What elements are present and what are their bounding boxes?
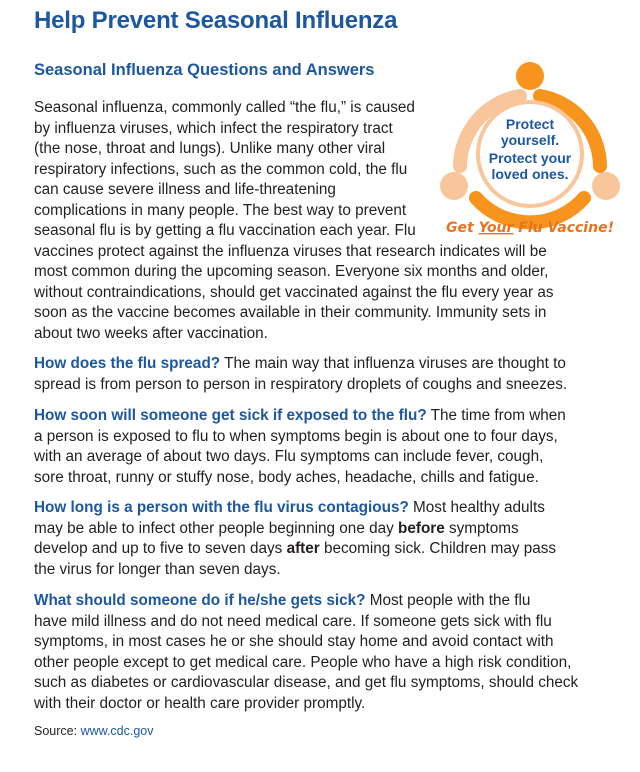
logo-tagline: Get Your Flu Vaccine! xyxy=(446,220,614,236)
logo-text-line4: loved ones. xyxy=(491,166,569,182)
logo-text-line1: Protect xyxy=(505,116,555,132)
qa4-question: What should someone do if he/she gets sick? xyxy=(34,592,366,609)
flu-vaccine-logo xyxy=(430,56,630,246)
qa1-line-2: spread is from person to person in respiratory droplets of coughs and sneezes. xyxy=(34,375,568,393)
logo-head-right xyxy=(592,172,620,200)
qa1-question: How does the flu spread? xyxy=(34,355,221,372)
qa4-line-5: such as diabetes or cardiovascular disease, and get flu symptoms, should check xyxy=(34,674,579,691)
logo-text-line3: Protect your xyxy=(488,150,572,166)
qa4-line-1: What should someone do if he/she gets sick? Most people with the flu xyxy=(34,592,531,609)
qa2-line-1: How soon will someone get sick if exposed to the flu? The time from when xyxy=(34,407,566,424)
intro-line-3: (the nose, throat and lungs). Unlike many other viral xyxy=(34,140,386,157)
intro-line-9: most common during the upcoming season. Everyone six months and older, xyxy=(34,263,549,280)
intro-line-8: vaccines protect against the influenza viruses that research indicates will be xyxy=(34,242,547,260)
intro-line-4: respiratory infections, such as the common cold, the flu xyxy=(34,160,408,178)
qa2-question: How soon will someone get sick if exposed to the flu? xyxy=(34,407,427,424)
logo-head-top xyxy=(516,62,544,90)
qa3-line-1: How long is a person with the flu virus contagious? Most healthy adults xyxy=(34,499,545,516)
page-title: Help Prevent Seasonal Influenza xyxy=(34,7,398,34)
qa4-line-6: with their doctor or health care provider promptly. xyxy=(34,694,366,712)
intro-line-11: soon as the vaccine becomes available in their community. Immunity sets in xyxy=(34,304,547,321)
intro-line-5: can cause severe illness and life-threatening xyxy=(34,181,336,198)
intro-line-1: Seasonal influenza, commonly called “the flu,” is caused xyxy=(34,99,415,116)
qa1-line-1: How does the flu spread? The main way that influenza viruses are thought to xyxy=(34,355,566,372)
qa3-line-2: may be able to infect other people beginning one day before symptoms xyxy=(34,519,519,537)
source-line: Source: www.cdc.gov xyxy=(34,724,154,738)
qa3-line-3: develop and up to five to seven days after becoming sick. Children may pass xyxy=(34,540,557,557)
qa2-line-2: a person is exposed to flu to when symptoms begin is about one to four days, xyxy=(34,427,558,445)
intro-line-2: by influenza viruses, which infect the respiratory tract xyxy=(34,119,393,137)
intro-line-6: complications in many people. The best way to prevent xyxy=(34,201,407,219)
qa2-line-4: sore throat, runny or stuffy nose, body aches, headache, chills and fatigue. xyxy=(34,468,539,486)
logo-head-left xyxy=(440,172,468,200)
qa4-line-3: symptoms, in most cases he or she should stay home and avoid contact with xyxy=(34,633,554,650)
qa4-line-2: have mild illness and do not need medical care. If someone gets sick with flu xyxy=(34,612,552,630)
source-link[interactable]: www.cdc.gov xyxy=(80,724,154,738)
qa4-line-4: other people except to get medical care. People who have a high risk condition, xyxy=(34,653,572,671)
intro-line-10: without contraindications, should get vaccinated against the flu every year as xyxy=(34,283,554,301)
qa2-line-3: with an average of about two days. Flu symptoms can include fever, cough, xyxy=(34,448,544,465)
qa3-question: How long is a person with the flu virus contagious? xyxy=(34,499,409,516)
intro-line-7: seasonal flu is by getting a flu vaccination each year. Flu xyxy=(34,222,416,239)
section-title: Seasonal Influenza Questions and Answers xyxy=(34,61,375,79)
qa3-line-4: the virus for longer than seven days. xyxy=(34,560,281,578)
logo-text-line2: yourself. xyxy=(500,132,560,148)
intro-line-12: about two weeks after vaccination. xyxy=(34,324,268,342)
